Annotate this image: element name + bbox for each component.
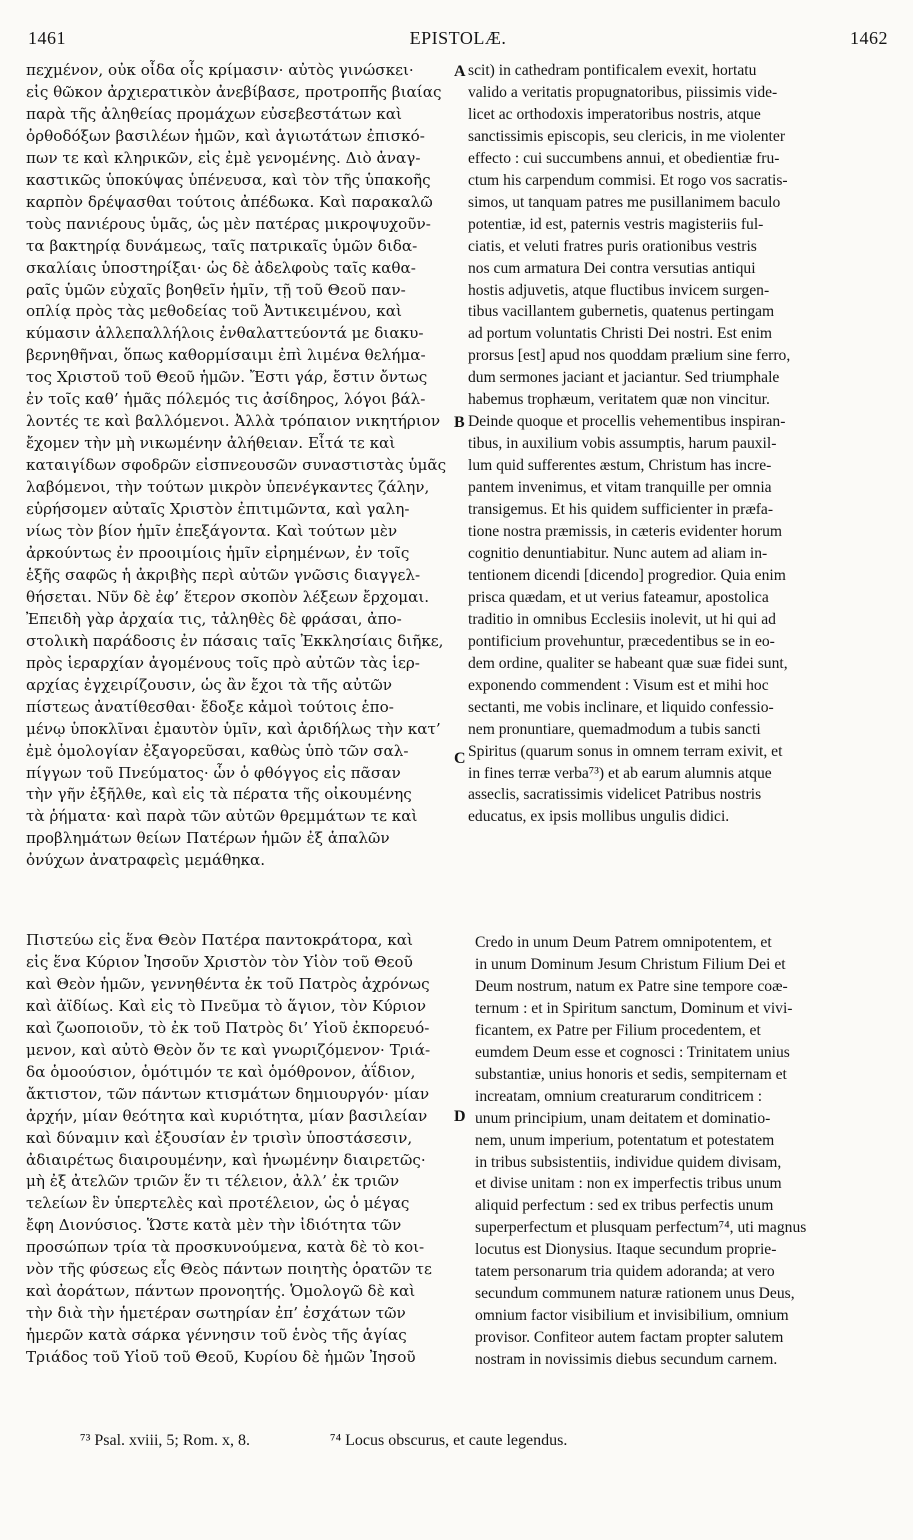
text-line: Τριάδος τοῦ Υἱοῦ τοῦ Θεοῦ, Κυρίου δὲ ἡμῶν Ἰησοῦ (26, 1348, 416, 1367)
text-line: tione nostra præmissis, in cæteris evidenter horum (468, 523, 782, 541)
text-line: μενον, καὶ αὐτὸ Θεὸν ὄν τε καὶ γνωριζόμενον· Τριά- (26, 1040, 431, 1059)
text-line: eumdem Deum esse et cognosci : Trinitatem unius (475, 1043, 790, 1061)
text-line: potentiæ, id est, paternis vestris magisteriis ful- (468, 215, 764, 233)
section-marker-d: D (454, 1108, 466, 1125)
page-header (28, 28, 888, 56)
text-line: ραῖς ὑμῶν εὐχαῖς βοηθεῖν ἡμῖν, τῇ τοῦ Θεοῦ παν- (26, 280, 406, 299)
text-line: sanctissimis episcopis, seu clericis, in me violenter (468, 127, 786, 145)
text-line: καταιγίδων σφοδρῶν εἰσπνεουσῶν συναστιστὰς ὑμᾶς (26, 456, 447, 475)
text-line: aliquid perfectum : sed ex tribus perfectis unum (475, 1197, 774, 1215)
text-line: simos, ut tanquam patres me pusillanimem baculo (468, 193, 781, 211)
text-line: educatus, ex ipsis mollibus ungulis didici. (468, 808, 730, 826)
text-line: ἀρχήν, μίαν θεότητα καὶ κυριότητα, μίαν βασιλείαν (26, 1106, 428, 1125)
text-line: nostram in novissimis diebus secundum carnem. (475, 1351, 778, 1369)
text-line: κύμασιν ἀλλεπαλλήλοις ἐνθαλαττεύοντά με διακυ- (26, 324, 424, 343)
text-line: ἔχομεν τὴν μὴ νικωμένην ἀλήθειαν. Εἶτά τε καὶ (26, 434, 396, 453)
text-line: Spiritus (quarum sonus in omnem terram exivit, et (468, 742, 783, 760)
text-line: tatem personarum tria quidem adoranda; at vero (475, 1263, 775, 1281)
text-line: secundum communem naturæ rationem unus Deus, (475, 1285, 795, 1303)
text-line: Credo in unum Deum Patrem omnipotentem, et (475, 934, 772, 951)
text-line: scit) in cathedram pontificalem evexit, hortatu (468, 62, 757, 79)
text-line: omnium factor visibilium et invisibilium, omnium (475, 1307, 789, 1325)
latin-column-letter (468, 60, 892, 828)
text-line: προβλημάτων θείων Πατέρων ἡμῶν ἐξ ἁπαλῶν (26, 829, 390, 848)
text-line: effecto : cui succumbens annui, et obedientiæ fru- (468, 149, 780, 167)
text-line: νὸν τῆς φύσεως εἷς Θεὸς πάντων ποιητὴς ὁρατῶν τε (26, 1260, 432, 1279)
text-line: οπλίᾳ πρὸς τὰς μεθοδείας τοῦ Ἀντικειμένου, καὶ (26, 302, 402, 321)
text-line: provisor. Confiteor autem factam propter salutem (475, 1329, 784, 1347)
text-line: traditio in omnibus Ecclesiis inolevit, ut hi qui ad (468, 610, 776, 628)
text-line: Πιστεύω εἰς ἕνα Θεὸν Πατέρα παντοκράτορα, καὶ (26, 931, 413, 949)
text-line: εἰς θῶκον ἀρχιερατικὸν ἀνεβίβασε, προτροπῆς βιαίας (26, 82, 442, 101)
text-line: tibus vacillantem gubernetis, quatenus pertingam (468, 303, 775, 321)
text-line: ctum his carpendum commisi. Et rogo vos sacratis- (468, 171, 788, 189)
text-line: ad portum voluntatis Christi Dei nostri. Est enim (468, 325, 773, 343)
text-line: παρὰ τῆς ἀληθείας προμάχων εὐσεβεστάτων καὶ (26, 104, 403, 123)
text-line: ἀρκούντως ἐν προοιμίοις ἡμῖν εἰρημένων, ἐν τοῖς (26, 543, 410, 562)
text-line: cognitio denuntiabitur. Nunc autem ad aliam in- (468, 544, 768, 562)
text-line: transigemus. Et his quidem sufficienter in præfa- (468, 501, 774, 519)
text-line: πίγγων τοῦ Πνεύματος· ὧν ὁ φθόγγος εἰς πᾶσαν (26, 763, 401, 782)
text-line: in tribus subsistentiis, individue quidem divisam, (475, 1153, 782, 1171)
text-line: καὶ ἀοράτων, πάντων προνοητής. Ὁμολογῶ δὲ καὶ (26, 1282, 416, 1301)
text-line: Ἐπειδὴ γὰρ ἀρχαία τις, τἀληθὲς δὲ φράσαι, ἀπο- (26, 609, 402, 628)
text-line: nem, unum imperium, potentatum et potestatem (475, 1131, 775, 1149)
text-line: βερνηθῆναι, ὅπως καθορμίσαιμι ἐπὶ λιμένα θελήμα- (26, 346, 426, 365)
text-line: in fines terræ verba⁷³) et ab earum alumnis atque (468, 764, 772, 782)
text-line: asseclis, sacratissimis videlicet Patribus nostris (468, 786, 762, 804)
text-line: δα ὁμοούσιον, ὁμότιμόν τε καὶ ὁμόθρονον, ἀΐδιον, (26, 1062, 416, 1081)
greek-column-letter (26, 60, 452, 872)
text-line: καὶ δύναμιν καὶ ἐξουσίαν ἐν τρισὶν ὑποστάσεσιν, (26, 1128, 413, 1147)
text-line: τος Χριστοῦ τοῦ Θεοῦ ἡμῶν. Ἔστι γάρ, ἔστιν ὄντως (26, 368, 428, 387)
text-line: ὀρθοδόξων βασιλέων ἡμῶν, καὶ ἁγιωτάτων ἐπισκό- (26, 126, 425, 145)
text-line: et divise unitam : non ex imperfectis tribus unum (475, 1175, 782, 1193)
page-number-left: 1461 (28, 28, 66, 48)
text-line: καρπὸν δρέψασθαι τούτοις ἀπέδωκα. Καὶ παρακαλῶ (26, 192, 433, 211)
latin-column-creed (475, 932, 892, 1371)
text-line: prorsus [est] apud nos quoddam prælium sine ferro, (468, 347, 791, 365)
text-line: ἑξῆς σαφῶς ἡ ἀκριβὴς περὶ αὐτῶν γνῶσις διαγγελ- (26, 565, 421, 584)
text-line: τὰ ῥήματα· καὶ παρὰ τῶν αὐτῶν θρεμμάτων τε καὶ (26, 807, 418, 826)
text-line: καὶ ζωοποιοῦν, τὸ ἐκ τοῦ Πατρὸς δι’ Υἱοῦ ἐκπορευό- (26, 1018, 430, 1037)
section-marker-b: B (454, 414, 465, 431)
text-line: Deum nostrum, natum ex Patre sine tempore coæ- (475, 977, 788, 995)
text-line: εὑρήσομεν αὐταῖς Χριστὸν ἐπιτιμῶντα, καὶ γαλη- (26, 500, 410, 519)
text-line: nem pronuntiare, quemadmodum a tubis sancti (468, 720, 761, 738)
text-line: καὶ ἀϊδίως. Καὶ εἰς τὸ Πνεῦμα τὸ ἅγιον, τὸν Κύριον (26, 996, 426, 1015)
text-line: Deinde quoque et procellis vehementibus inspiran- (468, 413, 786, 431)
text-line: tibus, in auxilium vobis assumptis, harum pauxil- (468, 435, 777, 453)
text-line: dum sermones jaciant et jaciantur. Sed triumphale (468, 369, 780, 387)
text-line: habemus trophæum, veritatem quæ non vincitur. (468, 391, 770, 409)
text-line: λοντές τε καὶ βαλλόμενοι. Ἀλλὰ τρόπαιον νικητήριον (26, 412, 441, 431)
text-line: ciatis, et veluti fratres puris orationibus vestris (468, 237, 757, 255)
text-line: τα βακτηρίᾳ δυνάμεως, ταῖς πατρικαῖς ὑμῶν διδα- (26, 236, 418, 255)
text-line: καστικῶς ὑποκύψας ὑπένευσα, καὶ τὸν τῆς ὑπακοῆς (26, 170, 431, 189)
text-line: αρχίας ἐγχειρίζουσιν, ὡς ἂν ἔχοι τὰ τῆς αὐτῶν (26, 675, 393, 694)
text-line: nos cum armatura Dei contra versutias antiqui (468, 259, 756, 277)
section-marker-a: A (454, 63, 466, 80)
text-line: λαβόμενοι, τὴν τούτων μικρὸν ὑπενέγκαντες ζάλην, (26, 478, 430, 497)
text-line: ἐμὲ ὁμολογίαν ἐξαγορεῦσαι, καθὼς ὑπὸ τῶν σαλ- (26, 741, 409, 760)
text-line: τοὺς πανιέρους ὑμᾶς, ὡς μὲν πατέρας μικροψυχοῦν- (26, 214, 431, 233)
text-line: ἐν τοῖς καθ’ ἡμᾶς πόλεμός τις ἀσίδηρος, λόγοι βάλ- (26, 390, 426, 409)
text-line: pantem invenimus, et vitam tranquille per omnia (468, 479, 772, 497)
text-line: prisca quædam, et ut verius fateamur, apostolica (468, 588, 769, 606)
text-line: μένῳ ὑποκλῖναι ἐμαυτὸν ὑμῖν, καὶ ἀριδήλως τὴν κατ’ (26, 719, 441, 738)
text-line: in unum Dominum Jesum Christum Filium Dei et (475, 955, 786, 973)
text-line: ficantem, ex Patre per Filium procedentem, et (475, 1021, 761, 1039)
text-line: sectanti, me vobis inclinare, et liquido confessio- (468, 698, 774, 716)
text-line: ἄκτιστον, τῶν πάντων κτισμάτων δημιουργόν· μίαν (26, 1084, 430, 1103)
text-line: πων τε καὶ κληρικῶν, εἰς ἐμὲ γενομένης. Διὸ ἀναγ- (26, 148, 421, 167)
running-title: EPISTOLÆ. (409, 28, 507, 48)
text-line: superperfectum et plusquam perfectum⁷⁴, uti magnus (475, 1219, 807, 1237)
text-line: πρὸς ἱεραρχίαν ἀγομένους τοῖς πρὸ αὐτῶν τὰς ἱερ- (26, 653, 420, 672)
text-line: licet ac orthodoxis imperatoribus nostris, atque (468, 105, 761, 123)
text-line: εἰς ἕνα Κύριον Ἰησοῦν Χριστὸν τὸν Υἱὸν τοῦ Θεοῦ (26, 952, 413, 971)
text-line: ὀνύχων ἀνατραφεὶς μεμάθηκα. (26, 851, 266, 870)
text-line: πεχμένον, οὐκ οἶδα οἷς κρίμασιν· αὐτὸς γινώσκει· (26, 61, 414, 79)
text-line: hostis adjuvetis, atque fluctibus invicem surgen- (468, 281, 770, 299)
text-line: exponendo commendent : Visum est et mihi hoc (468, 676, 769, 694)
text-line: τὴν γῆν ἐξῆλθε, καὶ εἰς τὰ πέρατα τῆς οἰκουμένης (26, 785, 412, 804)
text-line: valido a veritatis propugnatoribus, piissimis vide- (468, 83, 778, 101)
section-marker-c: C (454, 750, 466, 767)
text-line: πίστεως ἀνατίθεσθαι· ἔδοξε κἀμοὶ τούτοις ἑπο- (26, 697, 394, 716)
text-line: lum quid sufferentes æstum, Christum has incre- (468, 457, 772, 475)
text-line: unum principium, unam deitatem et dominatio- (475, 1109, 771, 1127)
footnote-74: ⁷⁴ Locus obscurus, et caute legendus. (330, 1432, 568, 1449)
text-line: σκαλίαις ὑποστηρίξαι· ὡς δὲ ἀδελφοὺς ταῖς καθα- (26, 258, 416, 277)
text-line: καὶ Θεὸν ἡμῶν, γεννηθέντα ἐκ τοῦ Πατρὸς ἀχρόνως (26, 974, 430, 993)
text-line: ἀδιαιρέτως διαιρουμένην, καὶ ἡνωμένην διαιρετῶς· (26, 1150, 426, 1169)
text-line: substantiæ, unius honoris et sedis, sempiternam et (475, 1065, 787, 1083)
text-line: pontificium provehuntur, præcedentibus se in eo- (468, 632, 775, 650)
text-line: τελείων ἓν ὑπερτελὲς καὶ προτέλειον, ὡς ὁ μέγας (26, 1194, 410, 1213)
page-number-right: 1462 (850, 28, 888, 48)
text-line: dem ordine, qualiter se habeant quæ suæ fidei sunt, (468, 654, 788, 672)
text-line: προσώπων τρία τὰ προσκυνούμενα, κατὰ δὲ τὸ κοι- (26, 1238, 425, 1257)
text-line: increatam, omnium creaturarum conditricem : (475, 1087, 763, 1105)
text-line: tentionem dicendi [dicendo] progredior. Quia enim (468, 566, 786, 584)
text-line: στολικὴ παράδοσις ἐν πάσαις ταῖς Ἐκκλησίαις διῆκε, (26, 631, 444, 650)
text-line: νίως τὸν βίον ἡμῖν ἐπεξάγοντα. Καὶ τούτων μὲν (26, 522, 398, 541)
text-line: locutus est Dionysius. Itaque secundum proprie- (475, 1241, 777, 1259)
text-line: θήσεται. Νῦν δὲ ἐφ’ ἕτερον σκοπὸν λέξεων ἔρχομαι. (26, 587, 430, 606)
text-line: ἡμερῶν κατὰ σάρκα γέννησιν τοῦ ἑνὸς τῆς ἁγίας (26, 1326, 407, 1345)
text-line: τὴν διὰ τὴν ἡμετέραν σωτηρίαν ἐπ’ ἐσχάτων τῶν (26, 1304, 406, 1323)
footnote-73: ⁷³ Psal. xviii, 5; Rom. x, 8. (80, 1432, 250, 1449)
text-line: μὴ ἐξ ἀτελῶν τριῶν ἕν τι τέλειον, ἀλλ’ ἐκ τριῶν (26, 1172, 400, 1191)
text-line: ἔφη Διονύσιος. Ὥστε κατὰ μὲν τὴν ἰδιότητα τῶν (26, 1216, 402, 1235)
text-line: ternum : et in Spiritum sanctum, Dominum et vivi- (475, 999, 793, 1017)
greek-column-creed (26, 930, 452, 1369)
